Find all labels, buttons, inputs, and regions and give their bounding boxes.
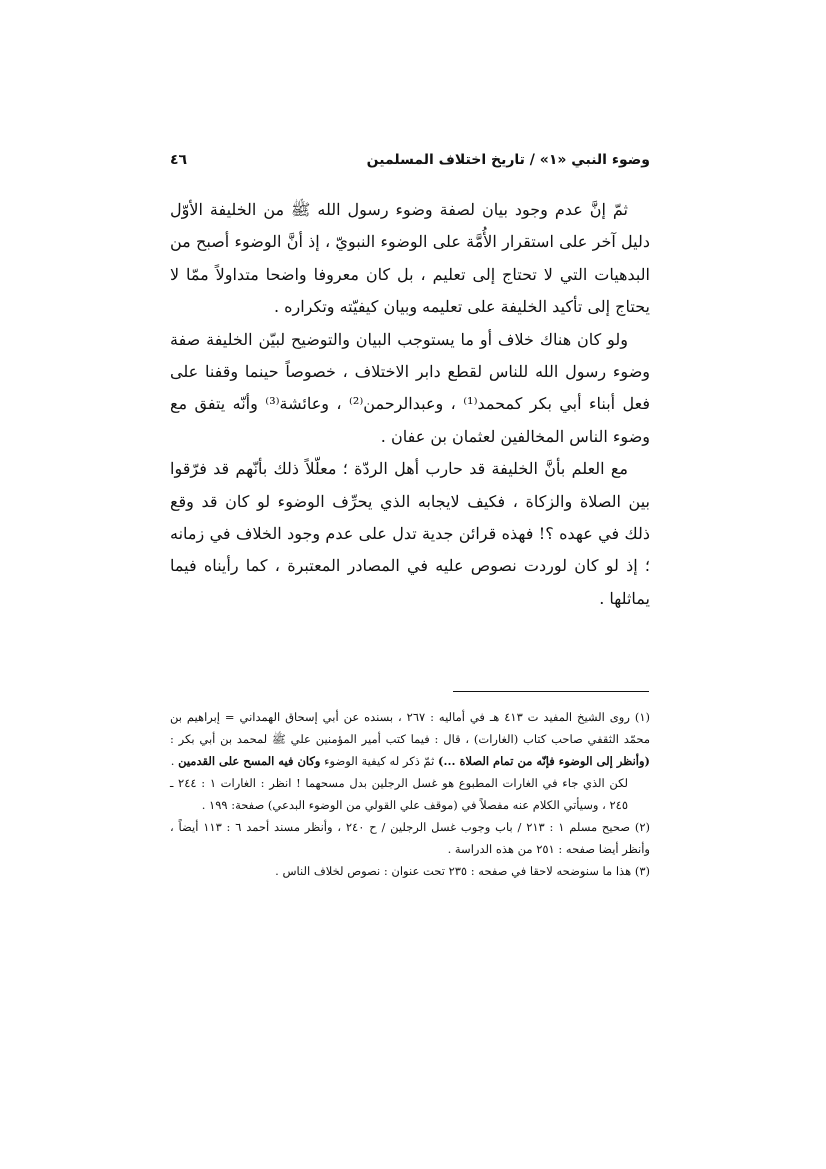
footnote-1-continuation: لكن الذي جاء في الغارات المطبوع هو غسل الرجلين بدل مسحهما ! انظر : الغارات ١ : ٢٤٤ ـ ٢٤٥ ، وسيأتي الكلام عنه مفصلاً في (موقف علي القولي من الوضوء البدعي) صفحة: ١٩٩ . <box>170 776 629 812</box>
footnote-1-emphasis: وكان فيه المسح على القدمين <box>178 754 321 768</box>
page-number: ٤٦ <box>170 152 188 168</box>
paragraph-2: ولو كان هناك خلاف أو ما يستوجب البيان والتوضيح لبيّن الخليفة صفة وضوء رسول الله للناس لقطع دابر الاختلاف ، خصوصاً حينما وقفنا على فعل أبناء أبي بكر كمحمد⁽¹⁾ ، وعبدالرحمن⁽²⁾ ، وعائشة⁽³⁾ وأنّه يتفق مع وضوء الناس المخالفين لعثمان بن عفان . <box>170 329 650 446</box>
footnote-3: (٣) هذا ما سنوضحه لاحقا في صفحه : ٢٣٥ تحت عنوان : نصوص لخلاف الناس . <box>275 864 650 878</box>
paragraph-1: ثمّ إنَّ عدم وجود بيان لصفة وضوء رسول الله ﷺ من الخليفة الأوّل دليل آخر على استقرار الأُمَّة على الوضوء النبويّ ، إذ أنَّ الوضوء أصبح من البدهيات التي لا تحتاج إلى تعليم ، بل كان معروفا واضحا متداولاً ممّا لا يحتاج إلى تأكيد الخليفة على تعليمه وبيان كيفيّته وتكراره . <box>170 200 650 317</box>
footnote-1 <box>170 706 650 772</box>
footnote-2: (٢) صحيح مسلم ١ : ٢١٣ / باب وجوب غسل الرجلين / ح ٢٤٠ ، وأنظر مسند أحمد ٦ : ١١٣ أيضاً ، وأنظر أيضا صفحه : ٢٥١ من هذه الدراسة . <box>170 820 650 856</box>
footnote-1-end: . <box>170 754 175 768</box>
running-header <box>170 152 650 176</box>
footnotes <box>170 706 650 882</box>
footnote-1-text: (١) روى الشيخ المفيد ت ٤١٣ هـ في أماليه : ٢٦٧ ، بسنده عن أبي إسحاق الهمداني = إبراهيم بن محمّد الثقفي صاحب كتاب (الغارات) ، قال : فيما كتب أمير المؤمنين علي ﷺ لمحمد بن أبي بكر : <box>170 710 650 746</box>
running-title: وضوء النبي «١» / تاريخ اختلاف المسلمين <box>366 152 650 168</box>
footnote-1-middle: ثمّ ذكر له كيفية الوضوء <box>324 754 435 768</box>
paragraph-3: مع العلم بأنَّ الخليفة قد حارب أهل الردّة ؛ معلّلاً ذلك بأنّهم قد فرّقوا بين الصلاة والزكاة ، فكيف لايجابه الذي يحرِّف الوضوء لو كان قد وقع ذلك في عهده ؟! فهذه قرائن جدية تدل على عدم وجود الخلاف في زمانه ؛ إذ لو كان لوردت نصوص عليه في المصادر المعتبرة ، كما رأيناه فيما يماثلها . <box>170 459 650 608</box>
footnote-1-quote: (وأنظر إلى الوضوء فإنّه من تمام الصلاة ...) <box>438 754 650 768</box>
main-text <box>170 194 650 615</box>
footnote-separator <box>453 691 649 692</box>
